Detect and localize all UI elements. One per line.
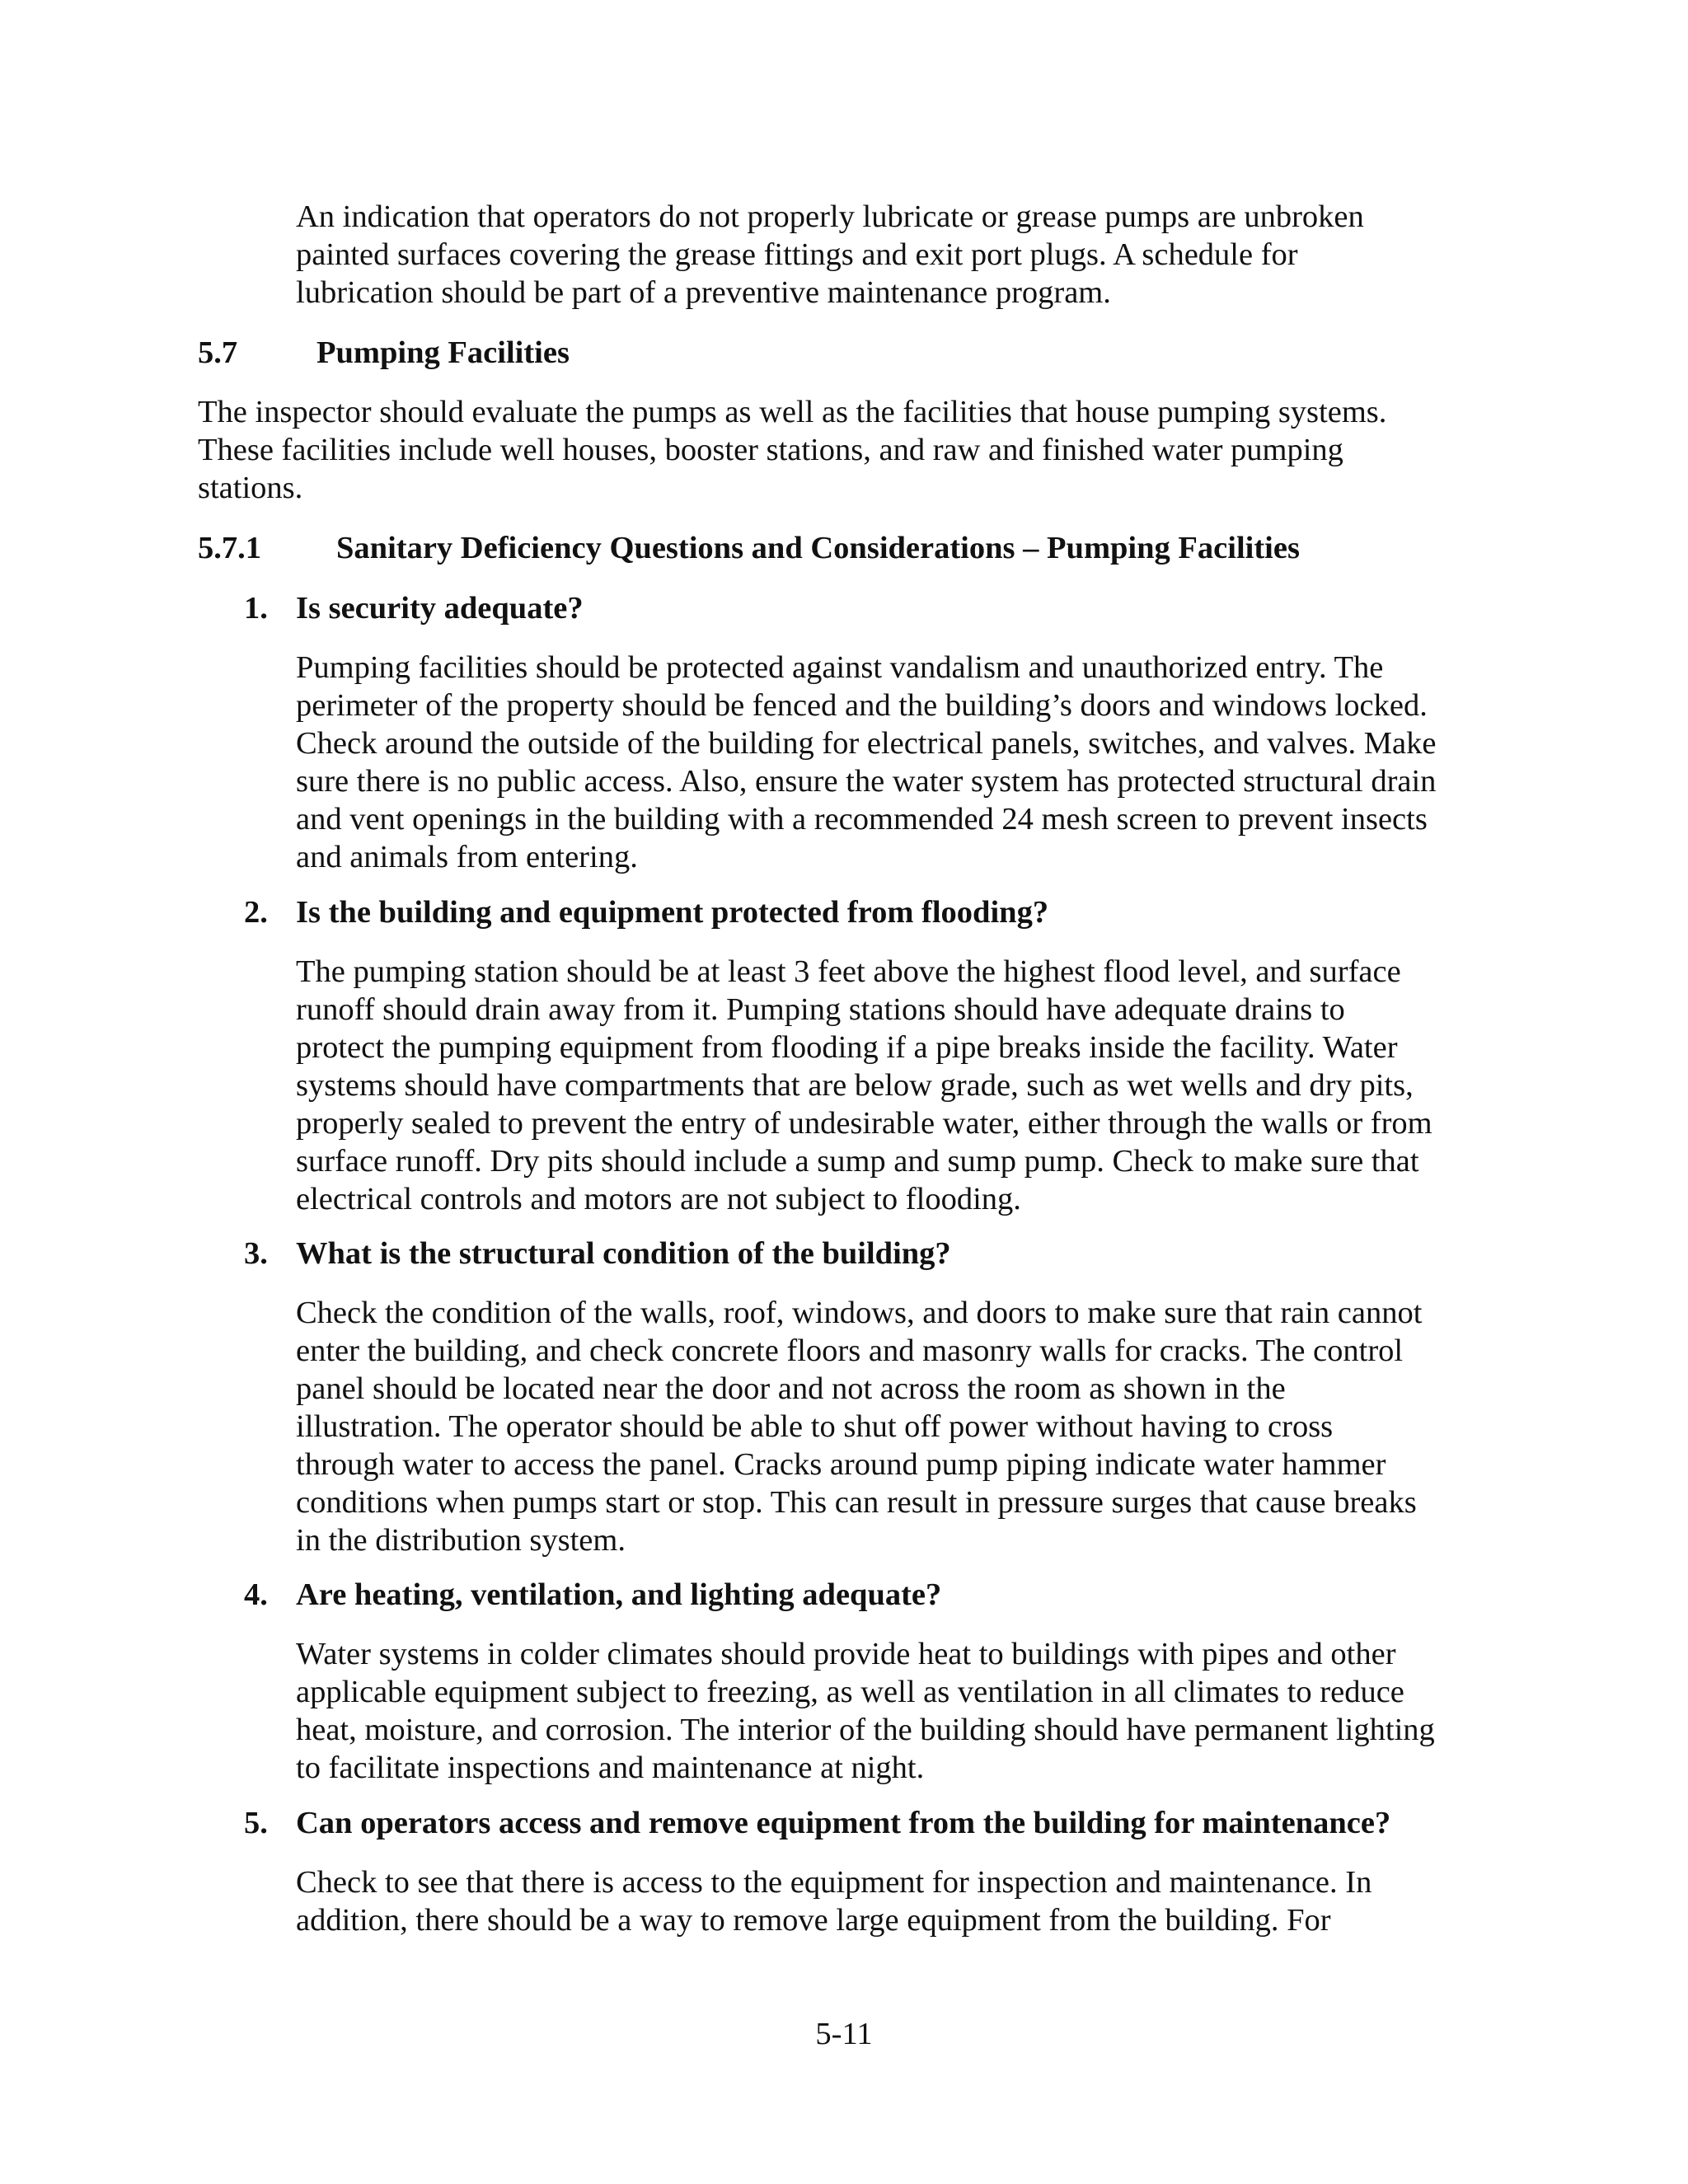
answer-line: Pumping facilities should be protected against vandalism and unauthorized entry. The	[296, 650, 1384, 685]
answer-line: Water systems in colder climates should provide heat to buildings with pipes and other	[296, 1637, 1396, 1671]
question-number: 1.	[244, 591, 268, 626]
section-number: 5.7	[198, 335, 238, 370]
question-answer	[296, 1863, 1372, 1939]
answer-line: The pumping station should be at least 3 feet above the highest flood level, and surface	[296, 954, 1401, 989]
answer-line: properly sealed to prevent the entry of undesirable water, either through the walls or from	[296, 1106, 1432, 1141]
section-line: stations.	[198, 471, 303, 505]
answer-line: surface runoff. Dry pits should include a sump and sump pump. Check to make sure that	[296, 1144, 1419, 1179]
answer-line: Check the condition of the walls, roof, windows, and doors to make sure that rain cannot	[296, 1296, 1423, 1330]
answer-line: illustration. The operator should be able to shut off power without having to cross	[296, 1409, 1334, 1444]
intro-paragraph	[296, 198, 1364, 312]
answer-line: systems should have compartments that are below grade, such as wet wells and dry pits,	[296, 1068, 1414, 1103]
answer-line: panel should be located near the door and not across the room as shown in the	[296, 1371, 1286, 1406]
question-title: Is the building and equipment protected from flooding?	[296, 895, 1049, 930]
question-number: 5.	[244, 1806, 268, 1840]
answer-line: to facilitate inspections and maintenance at night.	[296, 1750, 925, 1785]
answer-line: through water to access the panel. Cracks around pump piping indicate water hammer	[296, 1447, 1386, 1482]
answer-line: enter the building, and check concrete floors and masonry walls for cracks. The control	[296, 1333, 1404, 1368]
section-line: These facilities include well houses, booster stations, and raw and finished water pumping	[198, 433, 1343, 467]
answer-line: Check around the outside of the building for electrical panels, switches, and valves. Make	[296, 726, 1437, 761]
answer-line: in the distribution system.	[296, 1523, 626, 1558]
question-answer	[296, 1635, 1435, 1787]
answer-line: protect the pumping equipment from flooding if a pipe breaks inside the facility. Water	[296, 1030, 1398, 1065]
answer-line: and vent openings in the building with a recommended 24 mesh screen to prevent insects	[296, 802, 1428, 837]
intro-line: An indication that operators do not properly lubricate or grease pumps are unbroken	[296, 199, 1364, 234]
subsection-title: Sanitary Deficiency Questions and Considerations – Pumping Facilities	[336, 531, 1300, 565]
answer-line: electrical controls and motors are not subject to flooding.	[296, 1182, 1021, 1216]
subsection-number: 5.7.1	[198, 531, 261, 565]
question-title: Can operators access and remove equipment from the building for maintenance?	[296, 1806, 1391, 1840]
question-number: 4.	[244, 1577, 268, 1612]
answer-line: heat, moisture, and corrosion. The interior of the building should have permanent lighting	[296, 1713, 1435, 1747]
section-line: The inspector should evaluate the pumps as well as the facilities that house pumping systems.	[198, 395, 1387, 429]
answer-line: Check to see that there is access to the equipment for inspection and maintenance. In	[296, 1865, 1372, 1900]
question-answer	[296, 649, 1436, 876]
answer-line: perimeter of the property should be fenced and the building’s doors and windows locked.	[296, 688, 1428, 723]
section-paragraph	[198, 393, 1386, 507]
answer-line: sure there is no public access. Also, ensure the water system has protected structural drain	[296, 764, 1437, 799]
intro-line: lubrication should be part of a preventive maintenance program.	[296, 275, 1111, 310]
question-title: What is the structural condition of the building?	[296, 1236, 951, 1271]
question-answer	[296, 1294, 1422, 1559]
answer-line: runoff should drain away from it. Pumping stations should have adequate drains to	[296, 992, 1345, 1027]
question-number: 3.	[244, 1236, 268, 1271]
intro-line: painted surfaces covering the grease fittings and exit port plugs. A schedule for	[296, 237, 1298, 272]
question-number: 2.	[244, 895, 268, 930]
answer-line: applicable equipment subject to freezing, as well as ventilation in all climates to reduce	[296, 1675, 1404, 1709]
question-title: Are heating, ventilation, and lighting adequate?	[296, 1577, 942, 1612]
question-title: Is security adequate?	[296, 591, 584, 626]
section-title: Pumping Facilities	[316, 335, 570, 370]
answer-line: and animals from entering.	[296, 840, 638, 874]
page-number: 5-11	[815, 2017, 873, 2051]
answer-line: addition, there should be a way to remove large equipment from the building. For	[296, 1903, 1331, 1938]
question-answer	[296, 953, 1432, 1218]
answer-line: conditions when pumps start or stop. This can result in pressure surges that cause breaks	[296, 1485, 1417, 1520]
